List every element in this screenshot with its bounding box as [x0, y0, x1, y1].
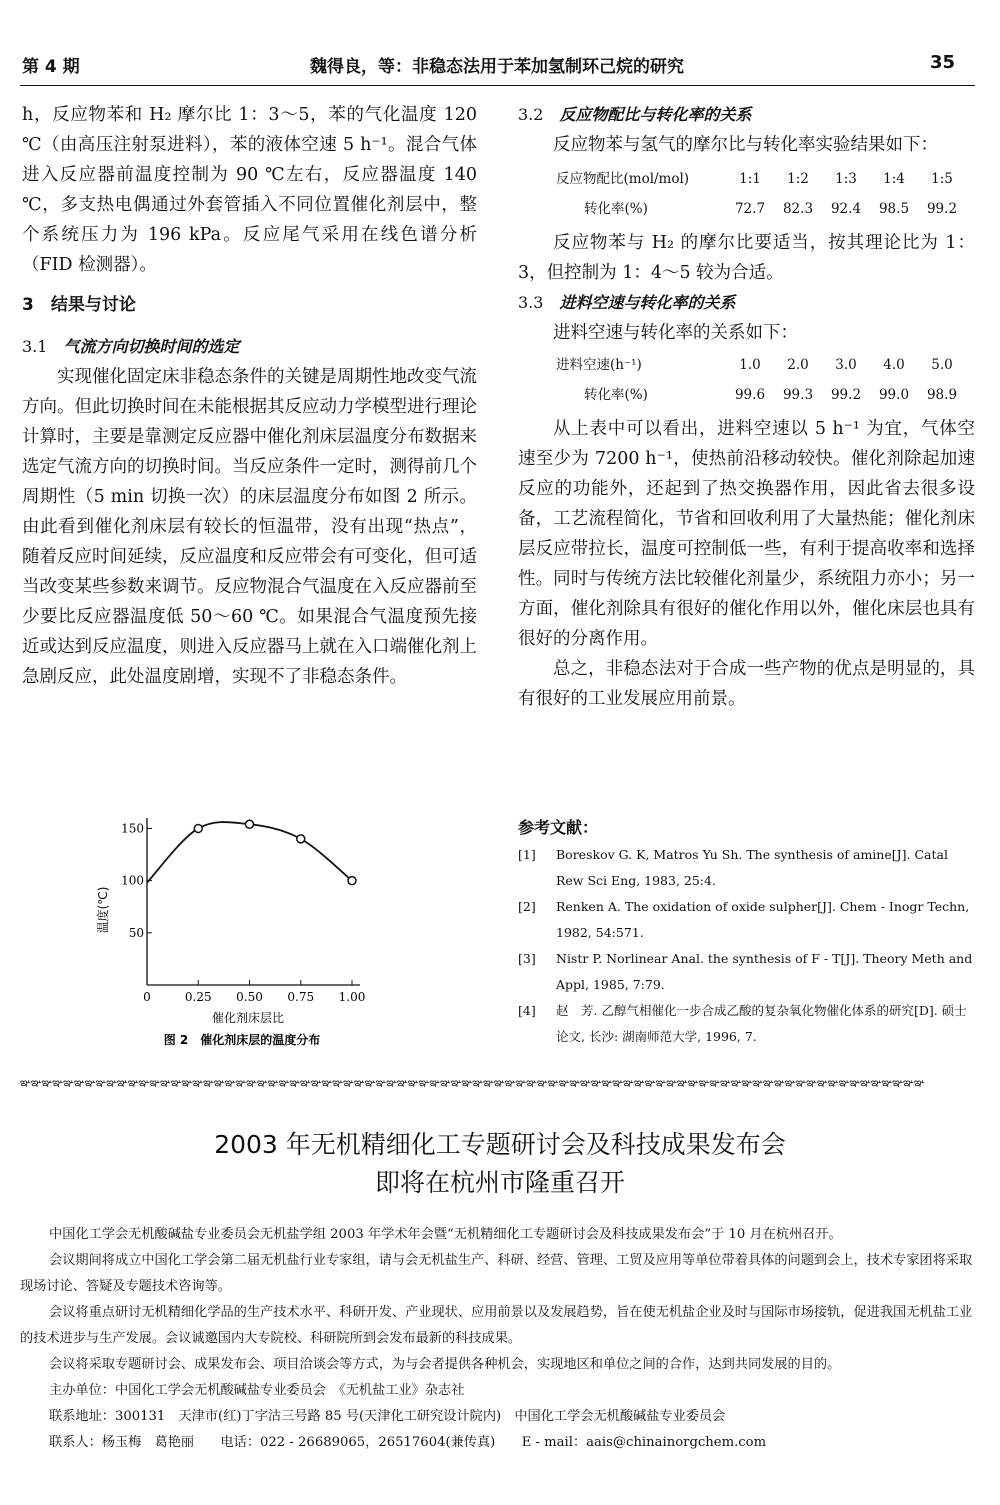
running-title: 魏得良，等：非稳态法用于苯加氢制环己烷的研究: [310, 57, 684, 77]
figure-caption: 图 2 催化剂床层的温度分布: [163, 1033, 321, 1047]
table-cell: 72.7: [734, 201, 766, 217]
announcement-paragraph-4: 会议将采取专题研讨会、成果发布会、项目洽谈会等方式，为与会者提供各种机会，实现地区和单位之间的合作，达到共同发展的目的。: [49, 1357, 841, 1372]
conversion-row-label: 转化率(%): [584, 201, 648, 217]
table-cell: 1:4: [883, 171, 905, 187]
chart-y-label: 温度(℃): [96, 886, 110, 934]
table-cell: 1:5: [931, 171, 953, 187]
table-cell: 98.5: [878, 201, 910, 217]
section-3-2-number: 3.2: [518, 105, 544, 124]
table-cell: 92.4: [830, 201, 862, 217]
ratio-row: [556, 164, 966, 194]
chart-x-tick-label: 0: [143, 990, 151, 1004]
table-cell: 98.9: [926, 387, 958, 403]
reference-text: Renken A. The oxidation of oxide sulpher[J]. Chem - Inogr Techn, 1982, 54:571.: [556, 899, 970, 940]
section-3-3-paragraph: 从上表中可以看出，进料空速以 5 h⁻¹ 为宜，气体空速至少为 7200 h⁻¹，使热前沿移动较快。催化剂除起加速反应的功能外，还起到了热交换器作用，因此省去很多设备，工艺流程简化，节省和回收利用了大量热能；催化剂床层反应带拉长，温度可控制低一些，有利于提高收率和选择性。同时与传统方法比较催化剂量少，系统阻力亦小；另一方面，催化剂除具有很好的催化作用以外，催化床层也具有很好的分离作用。: [518, 419, 975, 649]
references-title: 参考文献：: [518, 818, 599, 837]
chart-x-tick-label: 1.00: [338, 990, 366, 1004]
reference-text: 赵 芳. 乙醇气相催化一步合成乙酸的复杂氧化物催化体系的研究[D]. 硕士论文, 长沙: 湖南师范大学, 1996, 7.: [556, 1003, 967, 1044]
announcement-body: [20, 1222, 975, 1456]
ornamental-divider: ఞఞఞఞఞఞఞఞఞఞఞఞఞఞఞఞఞఞఞఞఞఞఞఞఞఞఞఞఞఞఞఞఞఞఞఞఞఞఞఞఞఞఞఞఞఞఞఞఞఞఞఞఞఞఞఞఞఞఞఞఞఞఞఞఞఞఞఞఞఞఞఞఞఞఞఞఞఞఞఞఞఞఞఞ: [20, 1078, 925, 1088]
table-cell: 99.6: [734, 387, 766, 403]
table-cell: 1.0: [739, 357, 761, 373]
reference-text: Nistr P. Norlinear Anal. the synthesis of F - T[J]. Theory Meth and Appl, 1985, 7:79.: [556, 951, 973, 992]
section-3-3-label: 进料空速与转化率的关系: [559, 293, 736, 312]
chart-x-tick-label: 0.75: [287, 990, 315, 1004]
table-cell: 2.0: [787, 357, 809, 373]
figure-2: [70, 810, 490, 1055]
chart-y-tick-label: 100: [121, 873, 144, 888]
section-3-1-number: 3.1: [22, 337, 48, 356]
contact-line: 联系人：杨玉梅 葛艳丽 电话：022 - 26689065，26517604(兼传真) E - mail：aais@chinainorgchem.com: [49, 1435, 767, 1450]
section-3-3-intro: 进料空速与转化率的关系如下：: [553, 323, 798, 343]
issue-number: 第 4 期: [22, 57, 80, 77]
chart-y-tick-label: 150: [121, 821, 144, 836]
chart-y-tick-label: 50: [128, 925, 144, 940]
section-3-2-paragraph: 反应物苯与 H₂ 的摩尔比要适当，按其理论比为 1：3，但控制为 1：4～5 较为合适。: [518, 233, 975, 283]
section-3-1-label: 气流方向切换时间的选定: [63, 337, 240, 356]
velocity-row: [556, 350, 966, 380]
section-3-2-title: [518, 100, 975, 130]
table-cell: 1:2: [787, 171, 809, 187]
reference-number: [3]: [518, 951, 536, 966]
table-cell: 5.0: [931, 357, 953, 373]
reference-number: [4]: [518, 1003, 536, 1018]
space-velocity-table: [556, 350, 966, 410]
table-cell: 99.2: [926, 201, 958, 217]
page-number: 35: [930, 52, 956, 73]
section-3-title: 3 结果与讨论: [22, 295, 136, 315]
section-3-3-title: [518, 288, 975, 318]
right-column: [518, 100, 975, 714]
announcement-title-line1: 2003 年无机精细化工专题研讨会及科技成果发布会: [214, 1130, 786, 1159]
velocity-row-label: 进料空速(h⁻¹): [556, 357, 642, 373]
table-cell: 99.0: [878, 387, 910, 403]
table-cell: 1:3: [835, 171, 857, 187]
reference-text: Boreskov G. K, Matros Yu Sh. The synthesis of amine[J]. Catal Rew Sci Eng, 1983, 25:4.: [556, 847, 948, 888]
reference-number: [1]: [518, 847, 536, 862]
conversion-row-label: 转化率(%): [584, 387, 648, 403]
table-cell: 82.3: [782, 201, 814, 217]
announcement-paragraph-2: 会议期间将成立中国化工学会第二届无机盐行业专家组，请与会无机盐生产、科研、经营、管理、工贸及应用等单位带着具体的问题到会上，技术专家团将采取现场讨论、答疑及专题技术咨询等。: [20, 1253, 973, 1294]
announcement-paragraph-3: 会议将重点研讨无机精细化学品的生产技术水平、科研开发、产业现状、应用前景以及发展趋势，旨在使无机盐企业及时与国际市场接轨，促进我国无机盐工业的技术进步与生产发展。会议诚邀国内大专院校、科研院所到会发布最新的科技成果。: [20, 1305, 973, 1346]
section-3-1-paragraph: 实现催化固定床非稳态条件的关键是周期性地改变气流方向。但此切换时间在未能根据其反应动力学模型进行理论计算时，主要是靠测定反应器中催化剂床层温度分布数据来选定气流方向的切换时间。当反应条件一定时，测得前几个周期性（5 min 切换一次）的床层温度分布如图 2 所示。由此看到催化剂床层有较长的恒温带，没有出现“热点”，随着反应时间延续，反应温度和反应带会有可变化，但可适当改变某些参数来调节。反应物混合气温度在入反应器前至少要比反应器温度低 50～60 ℃。如果混合气温度预先接近或达到反应温度，则进入反应器马上就在入口端催化剂上急剧反应，此处温度剧增，实现不了非稳态条件。: [22, 367, 477, 687]
section-3-3-number: 3.3: [518, 293, 544, 312]
chart-x-tick-label: 0.25: [184, 990, 212, 1004]
table-cell: 99.2: [830, 387, 862, 403]
left-column: [22, 100, 477, 692]
intro-paragraph: h，反应物苯和 H₂ 摩尔比 1：3～5，苯的气化温度 120 ℃（由高压注射泵进料），苯的液体空速 5 h⁻¹。混合气体进入反应器前温度控制为 90 ℃左右，反应器温度 140 ℃，多支热电偶通过外套管插入不同位置催化剂层中，整个系统压力为 196 kPa。反应尾气采用在线色谱分析（FID 检测器）。: [22, 105, 477, 275]
data-point: [246, 820, 254, 828]
table-cell: 1:1: [739, 171, 761, 187]
temperature-chart: [70, 810, 490, 1055]
ratio-table: [556, 164, 966, 224]
conversion-row: [556, 194, 966, 224]
announcement-title-line2: 即将在杭州市隆重召开: [374, 1168, 625, 1197]
data-point: [194, 824, 202, 832]
data-point: [297, 835, 305, 843]
address-line: 联系地址：300131 天津市(红)丁字沽三号路 85 号(天津化工研究设计院内) 中国化工学会无机酸碱盐专业委员会: [49, 1409, 726, 1424]
table-cell: 99.3: [782, 387, 814, 403]
announcement-paragraph-1: 中国化工学会无机酸碱盐专业委员会无机盐学组 2003 年学术年会暨“无机精细化工专题研讨会及科技成果发布会”于 10 月在杭州召开。: [49, 1227, 842, 1242]
conversion-row: [556, 380, 966, 410]
header-rule: [20, 85, 975, 86]
data-point: [348, 877, 356, 885]
section-3-1-title: [22, 332, 477, 362]
chart-x-tick-label: 0.50: [236, 990, 263, 1004]
organizer-line: 主办单位：中国化工学会无机酸碱盐专业委员会 《无机盐工业》杂志社: [49, 1383, 465, 1398]
section-3-2-intro: 反应物苯与氢气的摩尔比与转化率实验结果如下：: [553, 135, 938, 155]
ratio-row-label: 反应物配比(mol/mol): [556, 171, 690, 187]
chart-x-label: 催化剂床层比: [211, 1011, 285, 1025]
temperature-curve: [147, 822, 352, 883]
table-cell: 4.0: [883, 357, 905, 373]
reference-number: [2]: [518, 899, 536, 914]
conclusion-paragraph: 总之，非稳态法对于合成一些产物的优点是明显的，具有很好的工业发展应用前景。: [518, 659, 975, 709]
section-3-2-label: 反应物配比与转化率的关系: [559, 105, 752, 124]
table-cell: 3.0: [835, 357, 857, 373]
